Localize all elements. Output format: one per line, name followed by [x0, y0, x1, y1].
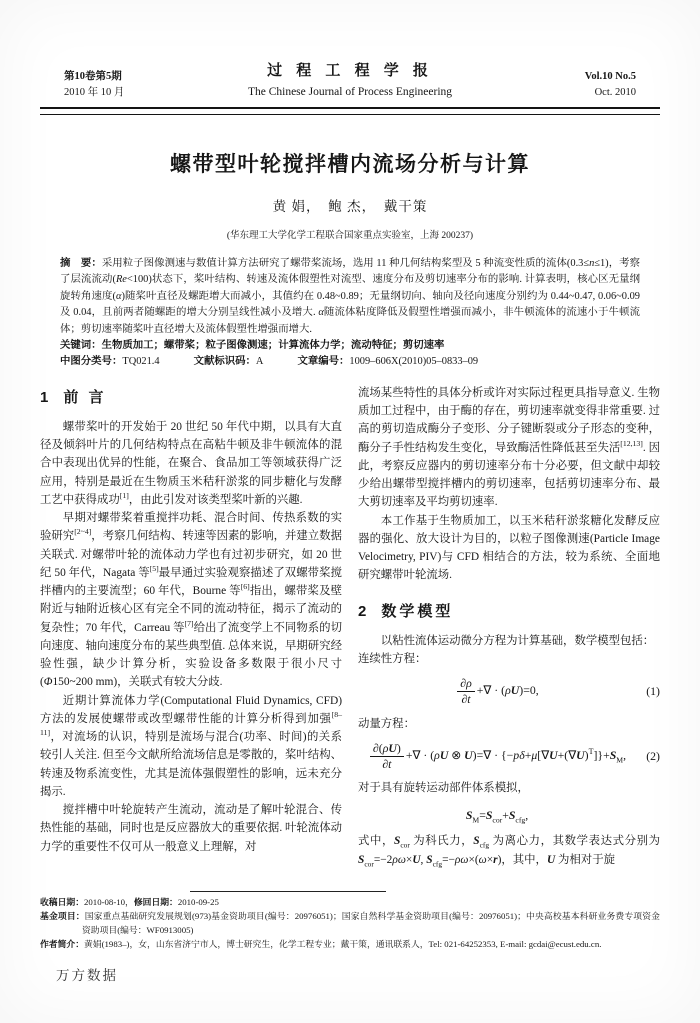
section-1-heading [40, 386, 342, 410]
equation-1-number: (1) [646, 683, 660, 698]
body-columns [40, 384, 660, 906]
paragraph: 以粘性流体运动微分方程为计算基础，数学模型包括： [380, 634, 655, 647]
equation-1-rhs: +∇ · (ρU)=0, [476, 683, 539, 697]
article-no-value: 1009–606X(2010)05–0833–09 [349, 356, 479, 368]
header-right [516, 69, 636, 101]
paragraph: 本工作基于生物质加工，以玉米秸秆淤浆糖化发酵反应器的强化、放大设计为目的，以粒子图像测速(Particle Image Velocimetry, PIV)与 CFD 相结合的方法，较为系统、全面地研究螺带叶轮流场. [358, 514, 660, 582]
doc-code-value: A [255, 356, 264, 368]
equation-2 [358, 741, 660, 771]
keywords-text: 生物质加工；螺带桨；粒子图像测速；计算流体力学；流动特征；剪切速率 [101, 339, 445, 351]
momentum-equation-label: 动量方程： [358, 717, 415, 730]
journal-header [40, 60, 660, 101]
keywords-line [60, 338, 640, 354]
funding-line: 基金项目：国家重点基础研究发展规划(973)基金资助项目(编号：20976051)；国家自然科学基金资助项目(编号：20976051)；中央高校基本科研业务费专项资金资助项目(编号：WF0913005) [40, 910, 660, 935]
abstract-paragraph [60, 256, 640, 338]
abstract-block [60, 256, 640, 371]
paragraph: 螺带桨叶的开发始于 20 世纪 50 年代中期，以具有大直径及倾斜叶片的几何结构特点在高粘牛顿及非牛顿流体的混合中表现出优异的性能，在聚合、食品加工等领域获得广泛应用，特别是最近在生物质玉米秸秆淤浆的同步糖化与发酵工艺中获得成功[1]，由此引发对该类型桨叶新的兴趣. [40, 420, 342, 506]
keywords-label: 关键词： [60, 339, 102, 351]
paragraph: 近期计算流体力学(Computational Fluid Dynamics, CFD)方法的发展使螺带或改型螺带性能的计算分析得到加强[8–11]，对流场的认识，特别是流场与混合(功率、时间)的关系较引人关注. 但至今文献所给流场信息是零散的，桨叶结构、转速及物系流变性，尤其是流体强假塑性的影响，远未充分揭示. [40, 694, 342, 798]
fraction [370, 741, 404, 771]
section-2-number: 2 [358, 602, 367, 620]
equation-1 [358, 676, 660, 706]
article-title: 螺带型叶轮搅拌槽内流场分析与计算 [170, 152, 530, 176]
footnote-block [40, 891, 660, 952]
issue-date-en: Oct. 2010 [594, 87, 636, 98]
section-2-title: 数学模型 [381, 602, 454, 620]
paragraph: 式中，$S_{cor}$ 为科氏力，$S_{cfg}$ 为离心力，其数学表达式分别为 $S_{cor}=-2\rho\omega\times U$, $S_{cfg}=-\rho\omega\times(\omega\times r)$，其中，U 为相对于旋 [358, 835, 660, 868]
abstract-text: 采用粒子图像测速与数值计算方法研究了螺带桨流场，选用 11 种几何结构桨型及 5 种流变性质的流体(0.3≤n≤1)，考察了层流流动(Re<100)状态下，桨叶结构、转速及流体假塑性对流型、速度分布及剪切速率分布的影响. 计算表明，核心区无量纲旋转角速度(α)随桨叶直径及螺距增大而减小，其值约在 0.48~0.89；无量纲切向、轴向及径向速度分别约为 0.44~0.47, 0.06~0.09 及 0.04，且前两者随螺距的增大分别呈线性减小及增大. α随流体粘度降低及假塑性增强而减小，非牛顿流体的流速小于牛顿流体；剪切速率随桨叶直径增大及流体假塑性增强而增大. [60, 257, 641, 335]
doc-code-label: 文献标识码： [193, 356, 256, 368]
fraction-denominator: ∂t [382, 756, 392, 771]
header-left [64, 69, 184, 101]
fraction [457, 676, 475, 706]
equation-3-body: $S_M=S_{cor}+S_{cfg}$, [465, 807, 529, 824]
footnote-rule [190, 891, 386, 892]
author-bio-line: 作者简介：黄娟(1983–)，女，山东省济宁市人，博士研究生，化学工程专业；戴干策，通讯联系人，Tel: 021-64252353, E-mail: gcdai@ecust.edu.cn. [40, 938, 602, 949]
volume-issue-cn: 第10卷第5期 [64, 71, 122, 83]
equation-2-number: (2) [646, 748, 660, 763]
equation-2-body [358, 741, 636, 771]
author-list: 黄 娟， 鲍 杰， 戴干策 [272, 198, 428, 214]
journal-title-cn: 过 程 工 程 学 报 [267, 62, 433, 79]
continuity-equation-label: 连续性方程： [358, 652, 427, 665]
left-column [40, 384, 342, 906]
wanfang-data-watermark: 万方数据 [56, 968, 118, 983]
header-divider [40, 107, 660, 115]
section-1-title: 前 言 [63, 388, 107, 406]
clc-value: TQ021.4 [122, 356, 160, 368]
equation-1-body [358, 676, 636, 706]
fraction-numerator: ∂ρ [457, 676, 475, 692]
article-no-label: 文章编号： [297, 356, 350, 368]
paragraph: 早期对螺带桨着重搅拌功耗、混合时间、传热系数的实验研究[2~4]，考察几何结构、转速等因素的影响，并建立数据关联式. 对螺带叶轮的流体动力学也有过初步研究，如 20 世纪 50 年代，Nagata 等[5]最早通过实验观察描述了双螺带桨搅拌槽内的主要流型；60 年代，Bourne 等[6]指出，螺带桨及壁附近与轴附近核心区有完全不同的流动特征，揭示了流动的复杂性；70 年代，Carreau 等[7]给出了流变学上不同物系的切向速度、轴向速度分布的某些典型值. 总体来说，早期研究经验性强，缺少计算分析，实验设备多数限于很小尺寸(Φ150~200 mm)，关联式有较大分歧. [40, 512, 342, 689]
fraction-numerator: ∂(ρU) [370, 741, 404, 757]
clc-label: 中图分类号： [60, 356, 123, 368]
equation-3 [358, 806, 660, 825]
abstract-label: 摘 要： [60, 257, 102, 269]
right-column [358, 384, 660, 906]
section-1-number: 1 [40, 388, 49, 406]
received-date-line: 收稿日期：2010-08-10，修回日期：2010-09-25 [40, 897, 219, 907]
classification-line [60, 354, 640, 370]
paragraph: 对于具有旋转运动部件体系模拟， [358, 782, 529, 795]
equation-2-rhs: +∇ · (ρU ⊗ $U)=\nabla \cdot \{-p\delta+\mu[\nabla U+(\nabla U)^T]\}+S_M$, [405, 746, 627, 765]
section-2-heading [358, 600, 660, 624]
header-center [184, 60, 516, 101]
fraction-denominator: ∂t [461, 691, 471, 706]
affiliation: (华东理工大学化学工程联合国家重点实验室，上海 200237) [226, 230, 474, 241]
paragraph: 搅拌槽中叶轮旋转产生流动，流动是了解叶轮混合、传热性能的基础，同时也是反应器放大的重要依据. 叶轮流体动力学的重要性不仅可从一般意义上理解，对 [40, 804, 342, 853]
volume-issue-en: Vol.10 No.5 [584, 71, 636, 83]
paragraph-continuation: 流场某些特性的具体分析或许对实际过程更具指导意义. 生物质加工过程中，由于酶的存在，剪切速率就变得非常重要. 过高的剪切造成酶分子变形、分子键断裂或分子形态的变种，酶分子手性结构发生变化，导致酶活性降低甚至失活[12,13]. 因此，考察反应器内的剪切速率分布十分必要，但文献中却较少给出螺带型搅拌槽内的剪切速率，包括剪切速率分布、最大剪切速率及平均剪切速率. [358, 386, 660, 509]
issue-date-cn: 2010 年 10 月 [64, 87, 125, 98]
journal-title-en: The Chinese Journal of Process Engineering [247, 85, 453, 98]
